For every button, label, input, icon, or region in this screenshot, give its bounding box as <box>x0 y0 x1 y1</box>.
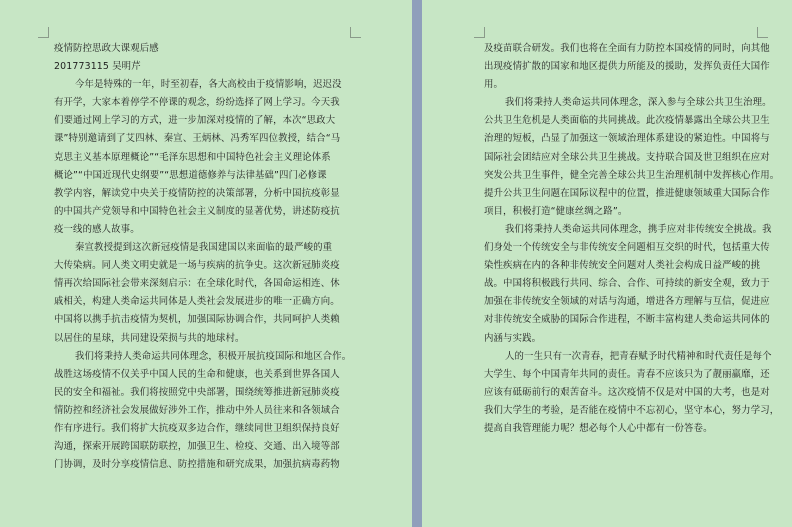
text-line: 中国将以携手抗击疫情为契机，加强国际协调合作，共同呵护人类赖 <box>54 314 340 326</box>
text-line: 用。 <box>484 79 504 91</box>
text-line: 加强在非传统安全领域的对话与沟通，增进各方理解与互信，促进应 <box>484 296 770 308</box>
page-gutter <box>412 0 422 527</box>
text-line: 疫一线的感人故事。 <box>54 223 140 235</box>
text-line: 及疫苗联合研发。我们也将在全面有力防控本国疫情的同时，向其他 <box>484 43 770 54</box>
crop-mark-top-right-right-page <box>757 27 768 38</box>
left-page-text <box>54 40 394 474</box>
text-line: 我们将秉持人类命运共同体理念，深入参与全球公共卫生治理。 <box>505 97 772 109</box>
text-line: 项目，积极打造“健康丝绸之路”。 <box>484 205 628 217</box>
text-line: 大学生、每个中国青年共同的责任。青春不应该只为了靓丽羸靡，还 <box>484 368 770 380</box>
text-line: 今年是特殊的一年，时至初春，各大高校由于疫情影响，迟迟没 <box>75 79 342 91</box>
text-line: 对非传统安全威胁的国际合作进程，不断丰富构建人类命运共同体的 <box>484 314 770 326</box>
text-line: 戚相关，构建人类命运共同体是人类社会发展进步的唯一正确方向。 <box>54 296 340 308</box>
text-line: 201773115 吴明芹 <box>54 61 141 73</box>
crop-mark-top-right <box>350 27 361 38</box>
text-line: 我们大学生的考验，是否能在疫情中不忘初心，坚守本心，努力学习， <box>484 404 780 416</box>
text-line: 情防控和经济社会发展做好涉外工作，推动中外人员往来和各领域合 <box>54 404 340 416</box>
right-page-text <box>484 40 792 438</box>
text-line: 概论”“中国近现代史纲要”“思想道德修养与法律基础”四门必修课 <box>54 169 327 181</box>
text-line: 大传染病。同人类文明史就是一场与疾病的抗争史。这次新冠肺炎疫 <box>54 260 340 272</box>
text-line: 内涵与实践。 <box>484 332 542 344</box>
text-line: 克思主义基本原理概论”“毛泽东思想和中国特色社会主义理论体系 <box>54 151 331 163</box>
text-line: 有开学，大家本着停学不停课的观念，纷纷选择了网上学习。今天我 <box>54 97 340 109</box>
text-line: 民的安全和福祉。我们将按照党中央部署，围绕统筹推进新冠肺炎疫 <box>54 386 340 398</box>
text-line: 国际社会团结应对全球公共卫生挑战。支持联合国及世卫组织在应对 <box>484 151 770 163</box>
text-line: 疫情防控思政大课观后感 <box>54 43 159 54</box>
text-line: 们身处一个传统安全与非传统安全问题相互交织的时代，包括重大传 <box>484 242 770 254</box>
text-line: 情再次给国际社会带来深刻启示：在全球化时代，各国命运相连、休 <box>54 278 340 290</box>
text-line: 人的一生只有一次青春，把青春赋予时代精神和时代责任是每个 <box>505 350 772 362</box>
text-line: 公共卫生危机是人类面临的共同挑战。此次疫情暴露出全球公共卫生 <box>484 115 770 127</box>
text-line: 沟通，探索开展跨国联防联控，加强卫生、检疫、交通、出入境等部 <box>54 441 340 453</box>
text-line: 以居住的星球，共同建设荣损与共的地球村。 <box>54 332 245 344</box>
text-line: 染性疾病在内的各种非传统安全问题对人类社会构成日益严峻的挑 <box>484 260 761 272</box>
text-line: 的中国共产党领导和中国特色社会主义制度的显著优势，讲述防疫抗 <box>54 205 340 217</box>
text-line: 突发公共卫生事件，健全完善全球公共卫生治理机制中发挥核心作用。 <box>484 169 780 181</box>
text-line: 我们将秉持人类命运共同体理念，积极开展抗疫国际和地区合作。 <box>75 350 352 362</box>
text-line: 治理的短板，凸显了加强这一领域治理体系建设的紧迫性。中国将与 <box>484 133 770 145</box>
crop-mark-top-left-right-page <box>474 27 485 38</box>
text-line: 秦宣教授提到这次新冠疫情是我国建国以来面临的最严峻的重 <box>75 242 333 254</box>
text-line: 战胜这场疫情不仅关乎中国人民的生命和健康，也关系到世界各国人 <box>54 368 340 380</box>
right-page <box>422 0 792 527</box>
text-line: 作有序进行。我们将扩大抗疫双多边合作，继续同世卫组织保持良好 <box>54 422 340 434</box>
text-line: 门协调，及时分享疫情信息、防控措施和研究成果，加强抗病毒药物 <box>54 459 340 471</box>
text-line: 战。中国将积极践行共同、综合、合作、可持续的新安全观，致力于 <box>484 278 770 290</box>
text-line: 我们将秉持人类命运共同体理念，携手应对非传统安全挑战。我 <box>505 223 772 235</box>
text-line: 们要通过网上学习的方式，进一步加深对疫情的了解，本次“思政大 <box>54 115 336 127</box>
text-line: 课”特别邀请到了艾四林、秦宣、王炳林、冯秀军四位教授，结合“马 <box>54 133 341 145</box>
crop-mark-top-left <box>38 27 49 38</box>
text-line: 提高自我管理能力呢？想必每个人心中都有一份答卷。 <box>484 422 713 434</box>
text-line: 应该有砥砺前行的艰苦奋斗。这次疫情不仅是对中国的大考，也是对 <box>484 386 770 398</box>
text-line: 出现疫情扩散的国家和地区提供力所能及的援助，发挥负责任大国作 <box>484 61 770 73</box>
text-line: 提升公共卫生问题在国际议程中的位置，推进健康领域重大国际合作 <box>484 187 770 199</box>
text-line: 教学内容，解读党中央关于疫情防控的决策部署，分析中国抗疫彰显 <box>54 187 340 199</box>
